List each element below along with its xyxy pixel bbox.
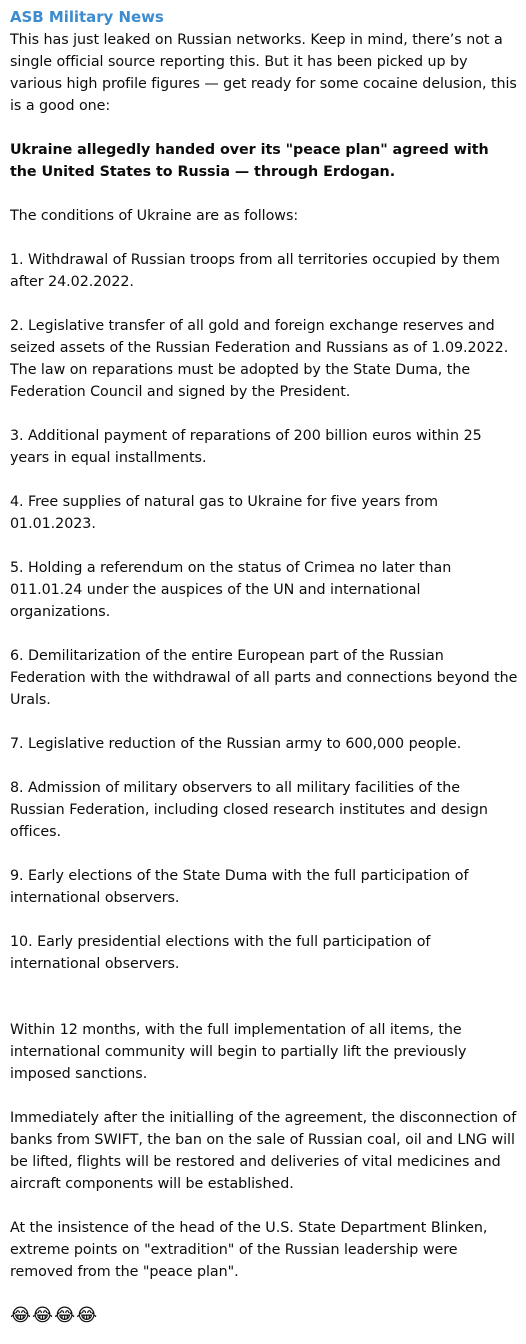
headline-text: Ukraine allegedly handed over its "peace plan" agreed with the United States to Russia — through Erdogan. (10, 142, 489, 180)
condition-item: 10. Early presidential elections with the full participation of international observers. (10, 934, 431, 972)
condition-item: 8. Admission of military observers to all military facilities of the Russian Federation, including closed research institutes and design offices. (10, 780, 488, 840)
condition-item: 1. Withdrawal of Russian troops from all territories occupied by them after 24.02.2022. (10, 252, 500, 290)
laughing-face-icon: 😂 (10, 1305, 33, 1326)
condition-item: 9. Early elections of the State Duma with the full participation of international observers. (10, 868, 469, 906)
laughing-face-icon: 😂 (54, 1305, 77, 1326)
condition-item: 7. Legislative reduction of the Russian army to 600,000 people. (10, 736, 462, 752)
condition-item: 3. Additional payment of reparations of 200 billion euros within 25 years in equal installments. (10, 428, 482, 466)
closing-paragraph-blinken: At the insistence of the head of the U.S. State Department Blinken, extreme points on "extradition" of the Russian leadership were removed from the "peace plan". (10, 1220, 488, 1280)
condition-item: 4. Free supplies of natural gas to Ukraine for five years from 01.01.2023. (10, 494, 438, 532)
condition-item: 5. Holding a referendum on the status of Crimea no later than 011.01.24 under the auspices of the UN and international organizations. (10, 560, 452, 620)
closing-paragraph-sanctions: Within 12 months, with the full implementation of all items, the international community will begin to partially lift the previously imposed sanctions. (10, 1022, 467, 1082)
condition-item: 6. Demilitarization of the entire European part of the Russian Federation with the withdrawal of all parts and connections beyond the Urals. (10, 648, 518, 708)
laughing-face-icon: 😂 (32, 1305, 55, 1326)
message-bubble (10, 6, 518, 1327)
channel-name-link[interactable]: ASB Military News (10, 8, 164, 26)
intro-text: This has just leaked on Russian networks. Keep in mind, there’s not a single official source reporting this. But it has been picked up by various high profile figures — get ready for some cocaine delusion, this is a good one: (10, 32, 517, 114)
condition-item: 2. Legislative transfer of all gold and foreign exchange reserves and seized assets of the Russian Federation and Russians as of 1.09.2022. The law on reparations must be adopted by the State Duma, the Federation Council and signed by the President. (10, 318, 509, 400)
conditions-intro-text: The conditions of Ukraine are as follows: (10, 208, 299, 224)
reaction-emoji-row (10, 1305, 518, 1327)
closing-paragraph-agreement: Immediately after the initialling of the agreement, the disconnection of banks from SWIFT, the ban on the sale of Russian coal, oil and LNG will be lifted, flights will be restored and deliveries of vital medicines and aircraft components will be established. (10, 1110, 517, 1192)
laughing-face-icon: 😂 (76, 1305, 99, 1326)
